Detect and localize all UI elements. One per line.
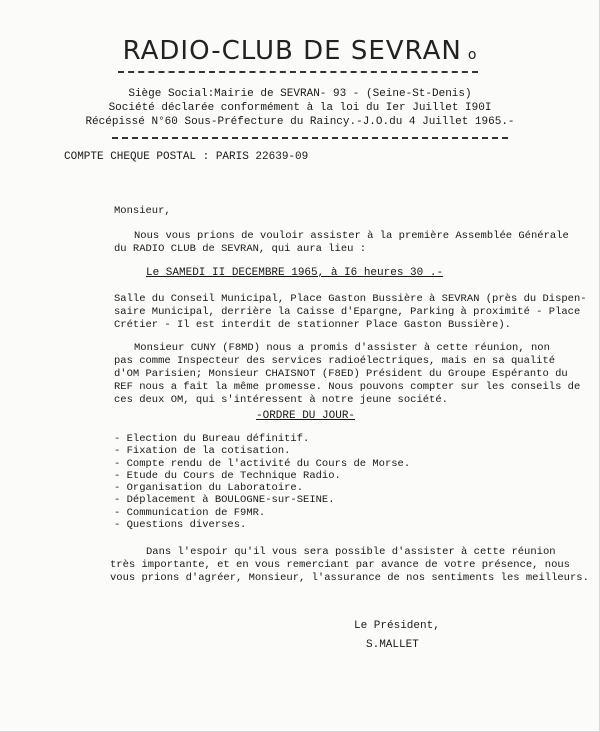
- club-title-text: RADIO-CLUB DE SEVRAN: [122, 36, 462, 66]
- agenda-item: - Déplacement à BOULOGNE-sur-SEINE.: [114, 494, 335, 507]
- signature-name: S.MALLET: [366, 639, 419, 651]
- club-title: [0, 36, 600, 66]
- agenda-item: - Etude du Cours de Technique Radio.: [114, 469, 341, 482]
- agenda-list: [114, 433, 410, 531]
- title-mark: o: [467, 47, 478, 63]
- agenda-item: - Communication de F9MR.: [114, 506, 266, 519]
- agenda-item: - Organisation du Laboratoire.: [114, 482, 304, 495]
- intro-line-1: Nous vous prions de vouloir assister à la première Assemblée Générale: [134, 230, 569, 242]
- signature-role: Le Président,: [354, 620, 440, 632]
- title-dashed-rule: [118, 71, 478, 73]
- guests-line-2: pas comme Inspecteur des services radioélectriques, mais en sa qualité: [114, 355, 556, 367]
- closing-line-3: vous prions d'agréer, Monsieur, l'assurance de nos sentiments les meilleurs.: [110, 572, 589, 584]
- header-line-1: Siège Social:Mairie de SEVRAN- 93 - (Seine-St-Denis): [128, 88, 472, 100]
- header-dashed-rule: [112, 137, 508, 139]
- agenda-item: - Election du Bureau définitif.: [114, 433, 310, 445]
- closing-line-1: Dans l'espoir qu'il vous sera possible d'assister à cette réunion: [146, 546, 556, 558]
- guests-line-3: d'OM Parisien; Monsieur CHAISNOT (F8ED) Président du Groupe Espéranto du: [114, 368, 568, 380]
- agenda-item: - Questions diverses.: [114, 519, 247, 532]
- guests-line-1: Monsieur CUNY (F8MD) nous a promis d'assister à cette réunion, non: [134, 342, 550, 354]
- agenda-item: - Fixation de la cotisation.: [114, 445, 291, 458]
- location-line-2: saire Municipal, derrière la Caisse d'Epargne, Parking à proximité - Place: [114, 306, 581, 318]
- meeting-date: Le SAMEDI II DECEMBRE 1965, à I6 heures 30 .-: [146, 267, 444, 279]
- closing-line-2: très importante, et en vous remerciant par avance de votre présence, nous: [110, 559, 570, 571]
- location-line-3: Crétier - Il est interdit de stationner Place Gaston Bussière).: [114, 319, 511, 331]
- intro-line-2: du RADIO CLUB de SEVRAN, qui aura lieu :: [114, 243, 367, 255]
- agenda-item: - Compte rendu de l'activité du Cours de Morse.: [114, 457, 411, 470]
- salutation: Monsieur,: [114, 205, 171, 217]
- agenda-title: -ORDRE DU JOUR-: [256, 410, 356, 422]
- header-line-3: Récépissé N°60 Sous-Préfecture du Raincy.-J.O.du 4 Juillet 1965.-: [85, 116, 515, 128]
- header-line-2: Société déclarée conformément à la loi du Ier Juillet I90I: [108, 102, 492, 114]
- guests-line-4: REF nous a fait la même promesse. Nous pouvons compter sur les conseils de: [114, 381, 581, 393]
- guests-line-5: ces deux OM, qui s'intéressent à notre jeune société.: [114, 394, 448, 406]
- location-line-1: Salle du Conseil Municipal, Place Gaston Bussière à SEVRAN (près du Dispen-: [114, 293, 587, 305]
- account-line: COMPTE CHEQUE POSTAL : PARIS 22639-09: [64, 151, 309, 163]
